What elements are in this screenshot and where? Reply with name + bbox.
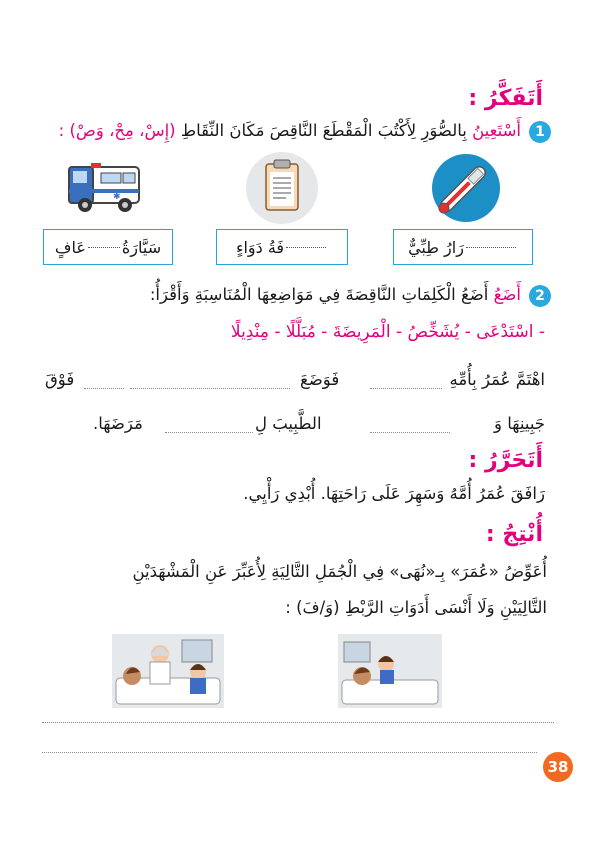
reflect-heading: أَتَفَكَّرُ : [468,86,543,111]
exercise-2-line-2b: الطَّبِيبَ لِ [255,414,322,433]
produce-line-2: التَّالِيَيْنِ وَلَا أَنْسَى أَدَوَاتِ الرَّبْطِ (وَ/فَ) : [285,598,547,617]
doctor-visit-picture [112,634,224,708]
exercise-2-line-1b: فَوَضَعَ [300,370,340,389]
writing-line-1[interactable] [42,722,554,723]
instruction-lead-word: أَضَعُ [493,285,521,304]
free-heading: أَتَحَرَّرُ : [468,448,543,473]
prescription-picture [246,152,318,224]
exercise-2-line-2c: مَرَضَهَا. [93,414,143,433]
writing-line-2[interactable] [42,752,537,753]
answer-box-ambulance[interactable] [43,229,173,265]
blank-line[interactable] [370,432,450,433]
instruction-text: أَضَعُ الْكَلِمَاتِ النَّاقِصَةَ فِي مَوَاضِعِهَا الْمُنَاسِبَةِ وَأَقْرَأُ: [149,285,489,304]
box-word-end: رَارُ طِبِّيٌّ [408,237,464,257]
blank-dots [466,246,516,248]
exercise-2-line-1c: فَوْقَ [45,370,75,389]
exercise-2-line-1a: اهْتَمَّ عُمَرُ بِأُمِّهِ [449,370,545,389]
blank-line[interactable] [165,432,253,433]
word-bank: - اسْتَدْعَى - يُشَخِّصُ - الْمَرِيضَةَ - مُبَلَّلًا - مِنْدِيلًا [230,322,545,342]
svg-text:✱: ✱ [113,192,121,202]
exercise-2-line-2a: جَبِينِهَا وَ [494,414,545,433]
ambulance-picture [65,155,145,217]
blank-line[interactable] [130,388,290,389]
exercise-1-instruction [59,121,521,140]
exercise-1-number: 1 [529,121,551,143]
mother-in-bed-picture [338,634,442,708]
instruction-choices: (إِسْ، مِحْ، وَصْ) : [58,121,176,140]
exercise-2-number: 2 [529,285,551,307]
free-text: رَافَقَ عُمَرُ أُمَّهُ وَسَهِرَ عَلَى رَاحَتِهَا. أُبْدِي رَأْيِي. [243,484,545,503]
blank-dots [88,246,120,248]
answer-box-thermometer[interactable] [393,229,533,265]
blank-dots [286,246,326,248]
instruction-text: بِالصُّوَرِ لِأَكْتُبَ الْمَقْطَعَ النَّاقِصَ مَكَانَ النِّقَاطِ [180,121,467,140]
box-word-end: فَةُ دَوَاءٍ [235,237,285,257]
blank-line[interactable] [370,388,442,389]
thermometer-picture [424,150,502,228]
exercise-2-instruction [150,285,521,304]
produce-heading: أُنْتِجُ : [485,522,543,547]
produce-line-1: أُعَوِّضُ «عُمَرَ» بِـ«نُهَى» فِي الْجُمَلِ التَّالِيَةِ لِأُعَبِّرَ عَنِ الْمَشْهَدَيْنِ [132,562,547,581]
blank-line[interactable] [84,388,124,389]
answer-box-prescription[interactable] [216,229,348,265]
box-word-end: عَافٍ [54,237,86,257]
instruction-lead-word: أَسْتَعِينُ [472,121,521,140]
page-number-badge: 38 [543,752,573,782]
box-word-start: سَيَّارَةُ [121,237,162,257]
